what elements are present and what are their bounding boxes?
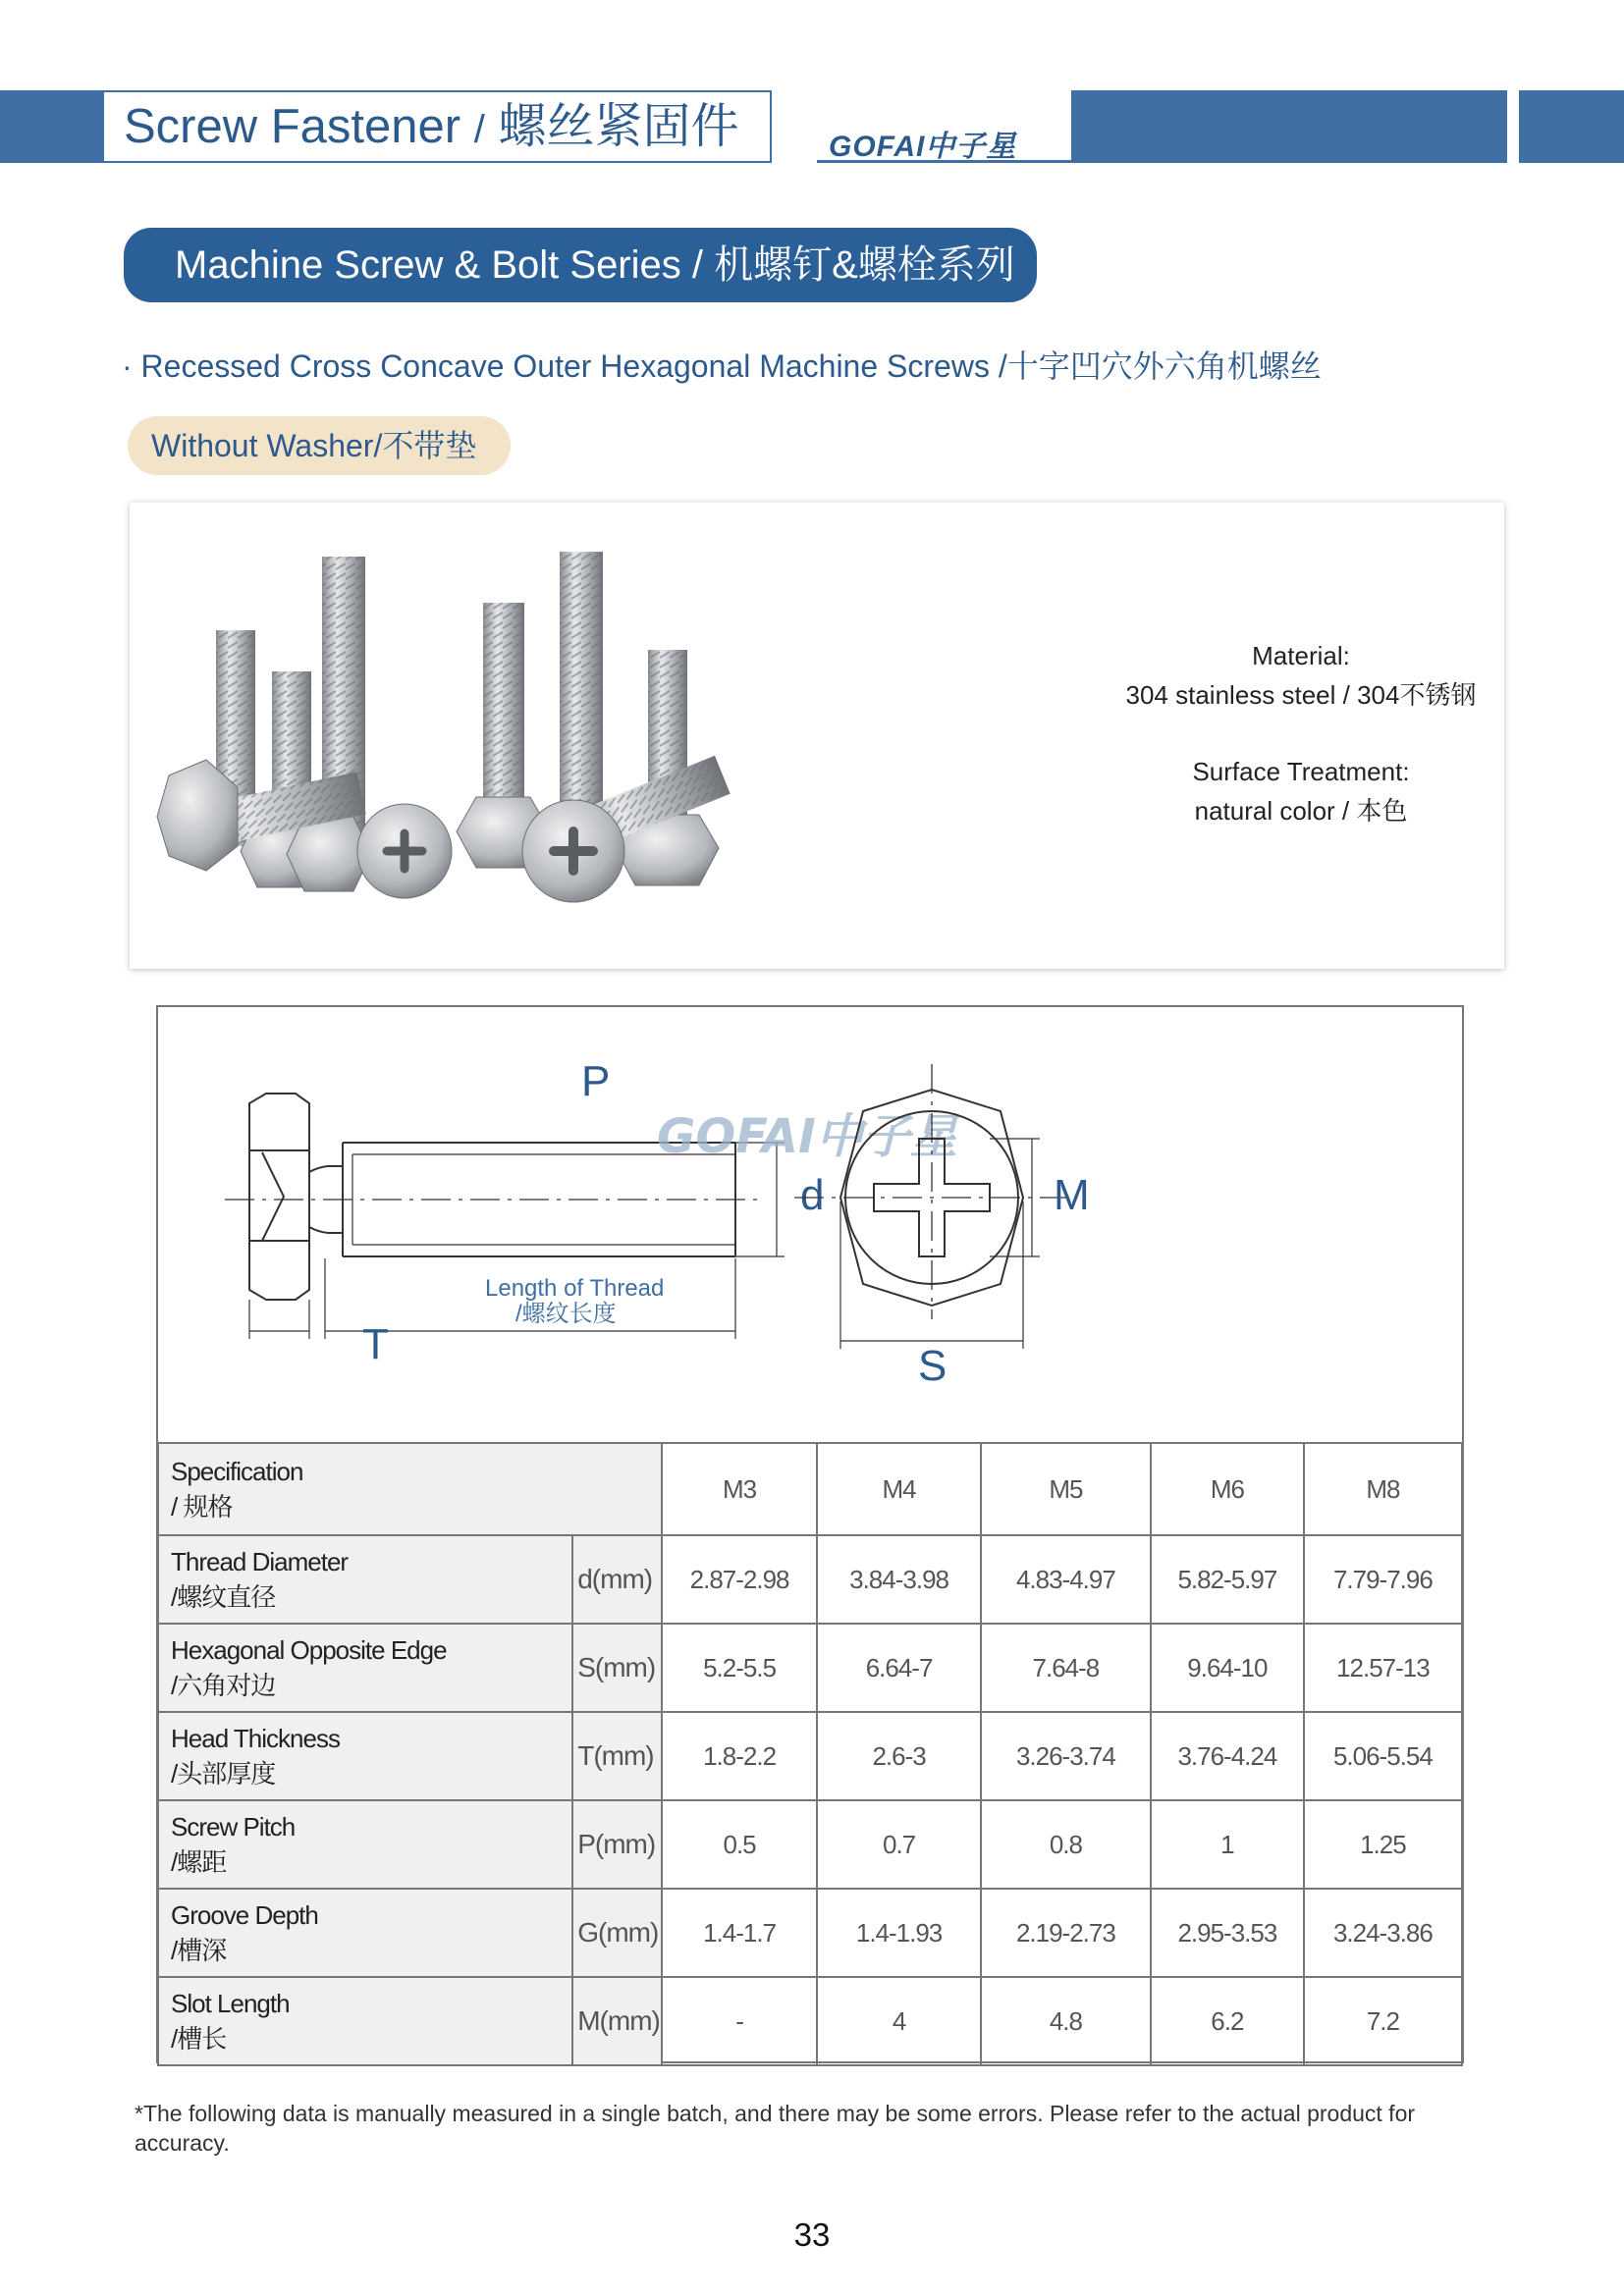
row-label	[158, 1800, 572, 1889]
table-cell: 7.2	[1304, 1977, 1462, 2065]
table-cell: 6.64-7	[817, 1624, 980, 1712]
size-header: M4	[817, 1443, 980, 1535]
row-label-cn: /螺距	[171, 1847, 227, 1877]
row-unit: M(mm)	[572, 1977, 662, 2065]
table-row	[158, 1977, 1462, 2065]
table-cell: 5.82-5.97	[1151, 1535, 1304, 1624]
row-unit: G(mm)	[572, 1889, 662, 1977]
spec-label-en: Specification	[171, 1457, 303, 1486]
row-label-en: Hexagonal Opposite Edge	[171, 1635, 447, 1665]
footnote: *The following data is manually measured in a single batch, and there may be some errors. Please refer to the actual product for accuracy.	[135, 2101, 1416, 2156]
label-d: d	[800, 1171, 825, 1219]
size-header: M3	[662, 1443, 818, 1535]
table-cell: 0.8	[981, 1800, 1151, 1889]
header-edge-gap	[1507, 90, 1519, 163]
table-cell: 4.8	[981, 1977, 1151, 2065]
row-unit: d(mm)	[572, 1535, 662, 1624]
label-m: M	[1054, 1171, 1090, 1219]
table-cell: 2.87-2.98	[662, 1535, 818, 1624]
product-name-text: Recessed Cross Concave Outer Hexagonal Machine Screws /十字凹穴外六角机螺丝	[140, 348, 1322, 384]
title-english: Screw Fastener	[124, 100, 461, 153]
table-row	[158, 1800, 1462, 1889]
label-t: T	[362, 1320, 389, 1368]
spec-label-cn: / 规格	[171, 1492, 233, 1522]
material-info	[1060, 636, 1542, 830]
row-label-en: Screw Pitch	[171, 1812, 296, 1842]
table-row	[158, 1889, 1462, 1977]
brand-logo: GOFAI中子星	[829, 131, 1017, 163]
table-cell: 0.7	[817, 1800, 980, 1889]
bullet: ·	[122, 348, 133, 384]
watermark: GOFAI中子星	[657, 1109, 957, 1164]
row-label	[158, 1624, 572, 1712]
row-label-en: Head Thickness	[171, 1724, 340, 1753]
table-cell: 0.5	[662, 1800, 818, 1889]
table-cell: 2.95-3.53	[1151, 1889, 1304, 1977]
table-row	[158, 1535, 1462, 1624]
size-header: M5	[981, 1443, 1151, 1535]
table-cell: 1.8-2.2	[662, 1712, 818, 1800]
series-banner: Machine Screw & Bolt Series / 机螺钉&螺栓系列	[124, 228, 1037, 302]
table-cell: 12.57-13	[1304, 1624, 1462, 1712]
table-cell: 7.79-7.96	[1304, 1535, 1462, 1624]
row-label	[158, 1712, 572, 1800]
row-label	[158, 1889, 572, 1977]
variant-badge: Without Washer/不带垫	[128, 416, 511, 475]
row-label-cn: /螺纹直径	[171, 1582, 276, 1612]
row-label-cn: /槽深	[171, 1936, 227, 1965]
material-value: 304 stainless steel / 304不锈钢	[1125, 680, 1477, 710]
table-cell: 4	[817, 1977, 980, 2065]
table-cell: 7.64-8	[981, 1624, 1151, 1712]
label-p: P	[581, 1057, 611, 1105]
row-label-cn: /头部厚度	[171, 1759, 276, 1789]
title-separator: /	[473, 108, 485, 151]
surface-value: natural color / 本色	[1194, 796, 1408, 826]
table-cell: 1.4-1.93	[817, 1889, 980, 1977]
table-cell: 5.06-5.54	[1304, 1712, 1462, 1800]
row-label-en: Thread Diameter	[171, 1547, 349, 1576]
top-view	[794, 1064, 1069, 1349]
title-chinese: 螺丝紧固件	[498, 100, 739, 153]
spec-header-label	[158, 1443, 662, 1535]
row-label-en: Groove Depth	[171, 1900, 318, 1930]
table-cell: 3.24-3.86	[1304, 1889, 1462, 1977]
table-cell: 1	[1151, 1800, 1304, 1889]
row-label-cn: /槽长	[171, 2024, 227, 2054]
row-label	[158, 1535, 572, 1624]
row-unit: S(mm)	[572, 1624, 662, 1712]
product-name	[122, 342, 1322, 387]
row-label	[158, 1977, 572, 2065]
row-label-en: Slot Length	[171, 1989, 290, 2018]
table-cell: 1.25	[1304, 1800, 1462, 1889]
table-cell: 4.83-4.97	[981, 1535, 1151, 1624]
row-unit: T(mm)	[572, 1712, 662, 1800]
screw-group-right	[457, 552, 731, 902]
surface-label: Surface Treatment:	[1192, 757, 1410, 786]
table-cell: 1.4-1.7	[662, 1889, 818, 1977]
technical-drawing	[156, 1005, 1464, 1443]
size-header: M8	[1304, 1443, 1462, 1535]
table-cell: 9.64-10	[1151, 1624, 1304, 1712]
table-cell: 2.19-2.73	[981, 1889, 1151, 1977]
label-s: S	[918, 1342, 947, 1390]
thread-length-en: Length of Thread	[485, 1275, 665, 1302]
table-header-row	[158, 1443, 1462, 1535]
page-title	[124, 94, 739, 159]
table-cell: 3.76-4.24	[1151, 1712, 1304, 1800]
table-cell: 3.84-3.98	[817, 1535, 980, 1624]
screw-group-left	[157, 557, 452, 898]
size-header: M6	[1151, 1443, 1304, 1535]
table-cell: 5.2-5.5	[662, 1624, 818, 1712]
table-cell: -	[662, 1977, 818, 2065]
material-label: Material:	[1252, 641, 1350, 670]
table-row	[158, 1624, 1462, 1712]
table-row	[158, 1712, 1462, 1800]
page-number: 33	[793, 2216, 831, 2253]
row-label-cn: /六角对边	[171, 1671, 276, 1700]
table-cell: 2.6-3	[817, 1712, 980, 1800]
table-cell: 3.26-3.74	[981, 1712, 1151, 1800]
spec-table	[157, 1442, 1463, 2066]
row-unit: P(mm)	[572, 1800, 662, 1889]
table-cell: 6.2	[1151, 1977, 1304, 2065]
thread-length-cn: /螺纹长度	[515, 1301, 617, 1327]
